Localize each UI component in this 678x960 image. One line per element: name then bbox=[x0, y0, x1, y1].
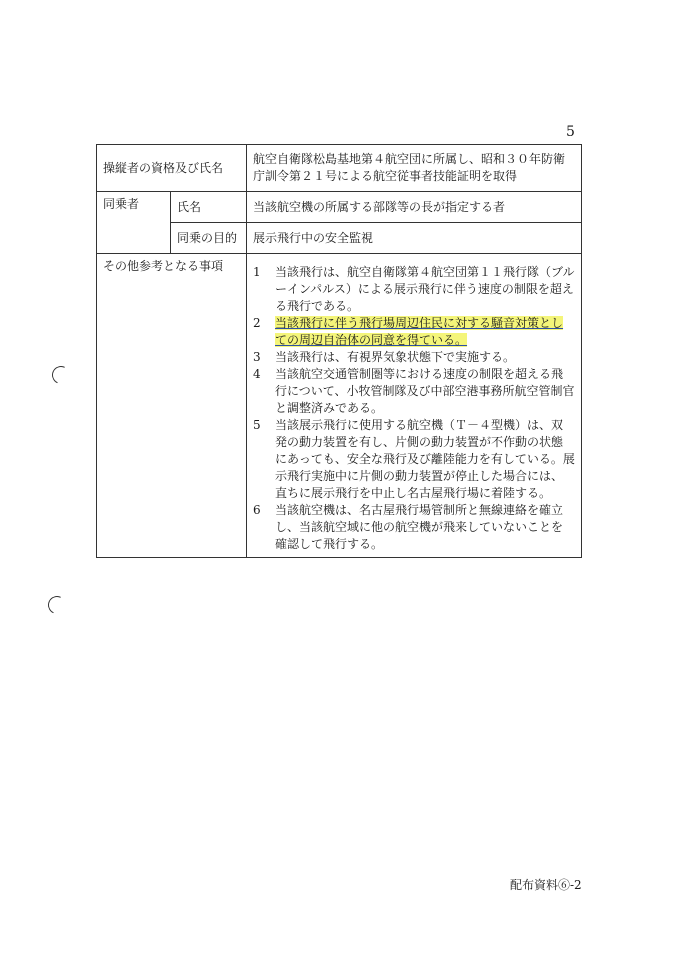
note-number: 2 bbox=[253, 316, 261, 330]
note-item-5 bbox=[253, 417, 575, 502]
other-notes-label: その他参考となる事項 bbox=[97, 254, 247, 558]
qualification-label: 操縦者の資格及び氏名 bbox=[97, 145, 247, 192]
note-item-3 bbox=[253, 349, 575, 366]
note-text: 当該飛行は、有視界気象状態下で実施する。 bbox=[275, 350, 516, 364]
flight-info-table bbox=[96, 144, 582, 558]
co-rider-purpose-value: 展示飛行中の安全監視 bbox=[247, 223, 582, 254]
note-number: 3 bbox=[253, 350, 261, 364]
note-text: 当該航空交通管制圏等における速度の制限を超える飛行について、小牧管制隊及び中部空港事務所航空管制官と調整済みである。 bbox=[275, 367, 575, 415]
note-number: 6 bbox=[253, 503, 261, 517]
note-text: 当該展示飛行に使用する航空機（Ｔ－４型機）は、双発の動力装置を有し、片側の動力装置が不作動の状態にあっても、安全な飛行及び離陸能力を有している。展示飛行実施中に片側の動力装置が停止した場合には、直ちに展示飛行を中止し名古屋飛行場に着陸する。 bbox=[275, 418, 575, 500]
qualification-value: 航空自衛隊松島基地第４航空団に所属し、昭和３０年防衛庁訓令第２１号による航空従事者技能証明を取得 bbox=[247, 145, 582, 192]
note-text: 当該航空機は、名古屋飛行場管制所と無線連絡を確立し、当該航空域に他の航空機が飛来していないことを確認して飛行する。 bbox=[275, 503, 564, 551]
note-text-wrapper bbox=[275, 315, 575, 349]
punch-hole-mark-bottom bbox=[45, 593, 68, 616]
page-number: 5 bbox=[566, 124, 575, 140]
notes-list bbox=[253, 264, 575, 553]
note-item-1 bbox=[253, 264, 575, 315]
note-number: 5 bbox=[253, 418, 261, 432]
co-rider-name-label: 氏名 bbox=[171, 192, 247, 223]
note-item-2 bbox=[253, 315, 575, 349]
note-number: 4 bbox=[253, 367, 261, 381]
note-item-4 bbox=[253, 366, 575, 417]
other-notes-row bbox=[97, 254, 582, 558]
co-rider-purpose-label: 同乗の目的 bbox=[171, 223, 247, 254]
note-number: 1 bbox=[253, 265, 261, 279]
other-notes-value bbox=[247, 254, 582, 558]
co-rider-name-row bbox=[97, 192, 582, 223]
co-rider-label: 同乗者 bbox=[97, 192, 171, 254]
qualification-row bbox=[97, 145, 582, 192]
note-item-6 bbox=[253, 502, 575, 553]
punch-hole-mark-top bbox=[49, 363, 72, 386]
highlighted-note-text: 当該飛行に伴う飛行場周辺住民に対する騒音対策としての周辺自治体の同意を得ている。 bbox=[275, 316, 564, 347]
co-rider-name-value: 当該航空機の所属する部隊等の長が指定する者 bbox=[247, 192, 582, 223]
note-text: 当該飛行は、航空自衛隊第４航空団第１１飛行隊（ブルーインパルス）による展示飛行に伴う速度の制限を超える飛行である。 bbox=[275, 265, 575, 313]
handout-reference: 配布資料⑥-2 bbox=[510, 878, 582, 892]
